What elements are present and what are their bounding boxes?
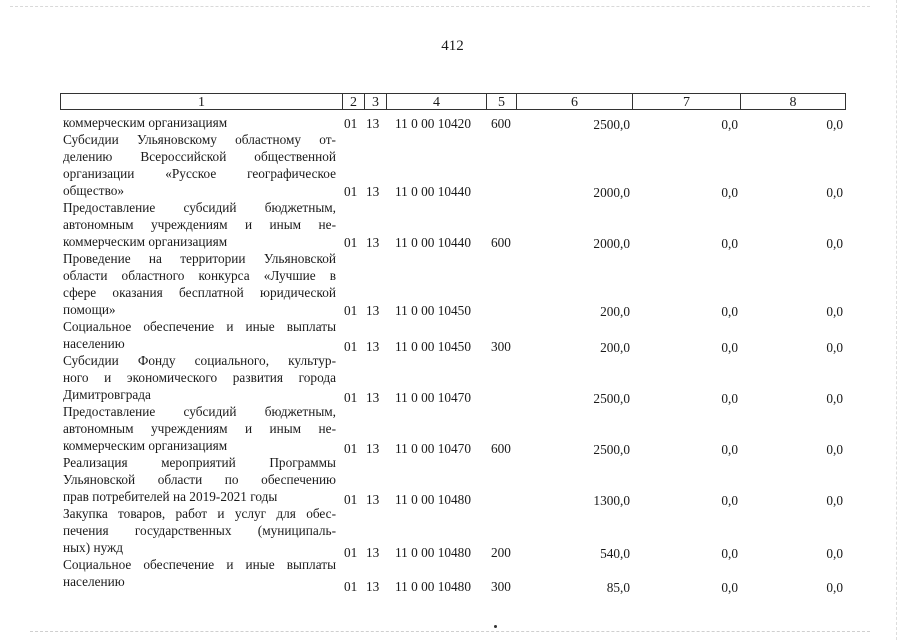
expense-type-code: 300 (491, 579, 511, 594)
amount-col-8: 0,0 (826, 304, 843, 319)
amount-col-7: 0,0 (721, 185, 738, 200)
subsection-code: 13 (366, 579, 380, 594)
row-description (63, 403, 336, 454)
amount-col-7: 0,0 (721, 304, 738, 319)
row-description (63, 352, 336, 403)
description-line: коммерческим организациям (63, 234, 228, 249)
subsection-code: 13 (366, 116, 380, 131)
section-code: 01 (344, 184, 358, 199)
target-article-code: 11 0 00 10470 (395, 390, 471, 405)
section-code: 01 (344, 390, 358, 405)
scan-right-edge (896, 0, 897, 640)
amount-col-8: 0,0 (826, 493, 843, 508)
amount-col-8: 0,0 (826, 117, 843, 132)
amount-col-8: 0,0 (826, 391, 843, 406)
amount-col-6: 2000,0 (593, 185, 630, 200)
amount-col-8: 0,0 (826, 236, 843, 251)
amount-col-7: 0,0 (721, 442, 738, 457)
description-line: коммерческим организациям (63, 438, 228, 453)
target-article-code: 11 0 00 10480 (395, 545, 471, 560)
description-line: ных) нужд (63, 540, 123, 555)
description-line: автономным учреждениям и иным не- (63, 217, 336, 232)
description-line: организации «Русское географическое (63, 166, 336, 181)
target-article-code: 11 0 00 10450 (395, 303, 471, 318)
description-line: Субсидии Фонду социального, культур- (63, 353, 336, 368)
description-line: ного и экономического развития города (63, 370, 336, 385)
amount-col-6: 2500,0 (593, 117, 630, 132)
description-line: Реализация мероприятий Программы (63, 455, 336, 470)
amount-col-7: 0,0 (721, 546, 738, 561)
section-code: 01 (344, 441, 358, 456)
header-col-3: 3 (364, 93, 386, 110)
amount-col-6: 200,0 (600, 304, 630, 319)
description-line: помощи» (63, 302, 116, 317)
amount-col-6: 2500,0 (593, 442, 630, 457)
expense-type-code: 600 (491, 441, 511, 456)
row-description (63, 454, 336, 505)
header-col-4: 4 (386, 93, 486, 110)
description-line: Социальное обеспечение и иные выплаты (63, 557, 336, 572)
subsection-code: 13 (366, 492, 380, 507)
row-description (63, 318, 336, 352)
description-line: Субсидии Ульяновскому областному от- (63, 132, 336, 147)
subsection-code: 13 (366, 235, 380, 250)
expense-type-code: 600 (491, 235, 511, 250)
description-line: сфере оказания бесплатной юридической (63, 285, 336, 300)
description-line: Предоставление субсидий бюджетным, (63, 404, 336, 419)
amount-col-7: 0,0 (721, 117, 738, 132)
amount-col-8: 0,0 (826, 580, 843, 595)
section-code: 01 (344, 235, 358, 250)
scan-bottom-edge (30, 631, 870, 632)
target-article-code: 11 0 00 10470 (395, 441, 471, 456)
section-code: 01 (344, 545, 358, 560)
amount-col-8: 0,0 (826, 185, 843, 200)
amount-col-7: 0,0 (721, 493, 738, 508)
description-line: населению (63, 336, 125, 351)
header-col-6: 6 (516, 93, 632, 110)
description-line: Ульяновской области по обеспечению (63, 472, 336, 487)
description-line: Предоставление субсидий бюджетным, (63, 200, 336, 215)
row-description (63, 199, 336, 250)
description-line: Социальное обеспечение и иные выплаты (63, 319, 336, 334)
target-article-code: 11 0 00 10440 (395, 235, 471, 250)
row-description (63, 114, 336, 131)
target-article-code: 11 0 00 10440 (395, 184, 471, 199)
subsection-code: 13 (366, 184, 380, 199)
description-line: делению Всероссийской общественной (63, 149, 336, 164)
scan-speck (494, 625, 497, 628)
amount-col-7: 0,0 (721, 580, 738, 595)
section-code: 01 (344, 492, 358, 507)
section-code: 01 (344, 303, 358, 318)
amount-col-8: 0,0 (826, 340, 843, 355)
subsection-code: 13 (366, 390, 380, 405)
amount-col-7: 0,0 (721, 236, 738, 251)
amount-col-8: 0,0 (826, 442, 843, 457)
scan-top-edge (10, 6, 870, 7)
subsection-code: 13 (366, 303, 380, 318)
description-line: автономным учреждениям и иным не- (63, 421, 336, 436)
target-article-code: 11 0 00 10450 (395, 339, 471, 354)
amount-col-6: 85,0 (606, 580, 630, 595)
description-line: печения государственных (муниципаль- (63, 523, 336, 538)
row-description (63, 250, 336, 318)
description-line: коммерческим организациям (63, 115, 228, 130)
amount-col-6: 200,0 (600, 340, 630, 355)
row-description (63, 556, 336, 590)
row-description (63, 131, 336, 199)
section-code: 01 (344, 579, 358, 594)
description-line: Димитровграда (63, 387, 151, 402)
expense-type-code: 300 (491, 339, 511, 354)
header-col-8: 8 (740, 93, 846, 110)
description-line: общество» (63, 183, 125, 198)
header-col-1: 1 (60, 93, 342, 110)
expense-type-code: 600 (491, 116, 511, 131)
amount-col-6: 2000,0 (593, 236, 630, 251)
target-article-code: 11 0 00 10420 (395, 116, 471, 131)
amount-col-7: 0,0 (721, 391, 738, 406)
header-col-5: 5 (486, 93, 516, 110)
subsection-code: 13 (366, 441, 380, 456)
description-line: населению (63, 574, 125, 589)
row-description (63, 505, 336, 556)
description-line: прав потребителей на 2019-2021 годы (63, 489, 278, 504)
header-col-2: 2 (342, 93, 364, 110)
amount-col-8: 0,0 (826, 546, 843, 561)
header-col-7: 7 (632, 93, 740, 110)
expense-type-code: 200 (491, 545, 511, 560)
description-line: области областного конкурса «Лучшие в (63, 268, 336, 283)
target-article-code: 11 0 00 10480 (395, 492, 471, 507)
target-article-code: 11 0 00 10480 (395, 579, 471, 594)
amount-col-7: 0,0 (721, 340, 738, 355)
page-number: 412 (441, 38, 464, 54)
subsection-code: 13 (366, 339, 380, 354)
description-line: Проведение на территории Ульяновской (63, 251, 336, 266)
section-code: 01 (344, 116, 358, 131)
amount-col-6: 1300,0 (593, 493, 630, 508)
subsection-code: 13 (366, 545, 380, 560)
amount-col-6: 540,0 (600, 546, 630, 561)
description-line: Закупка товаров, работ и услуг для обес- (63, 506, 336, 521)
section-code: 01 (344, 339, 358, 354)
amount-col-6: 2500,0 (593, 391, 630, 406)
